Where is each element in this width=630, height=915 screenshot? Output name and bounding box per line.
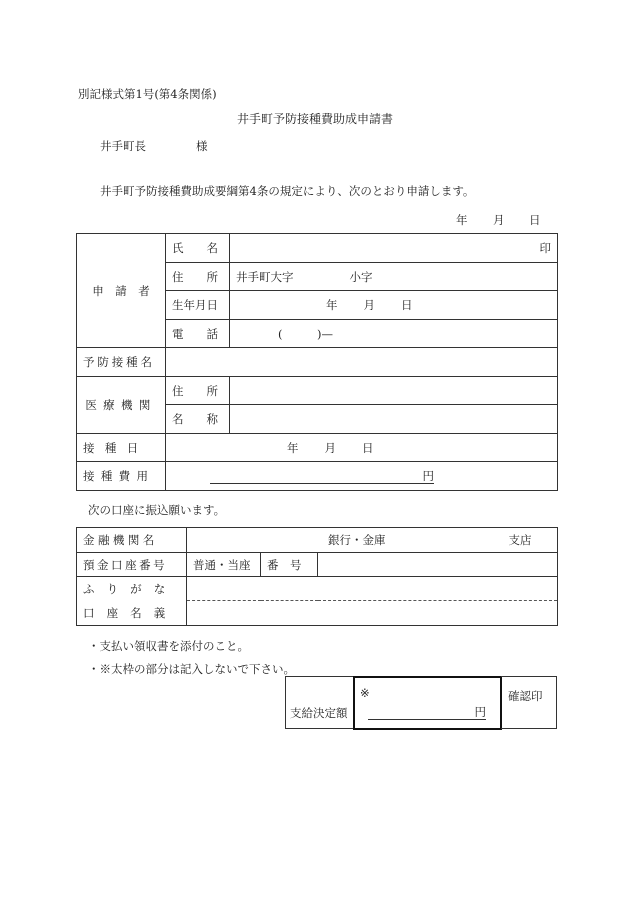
form-number: 別記様式第1号(第4条関係) [78, 87, 217, 101]
decision-label-cell [285, 676, 354, 729]
note-receipt: ・支払い領収書を添付のこと。 [88, 639, 249, 653]
name-field[interactable] [230, 234, 558, 263]
phone-label: 電 話 [166, 320, 230, 348]
vacc-cost-label: 接種費用 [77, 462, 166, 491]
document-title: 井手町予防接種費助成申請書 [237, 112, 394, 126]
furigana-field[interactable] [187, 577, 558, 601]
no-entry-mark: ※ [360, 686, 370, 700]
clinic-label: 医療機関 [77, 377, 166, 434]
date-day: 日 [529, 213, 541, 227]
address-koaza: 小字 [349, 269, 373, 284]
applicant-label: 申 請 者 [77, 234, 166, 348]
account-number-field[interactable] [318, 553, 558, 577]
intro-text: 井手町予防接種費助成要綱第4条の規定により、次のとおり申請します。 [100, 184, 475, 198]
vaccine-name-label: 予防接種名 [77, 348, 166, 377]
decision-amount-box [353, 676, 502, 730]
birthdate-field[interactable] [230, 291, 558, 320]
date-year: 年 [456, 213, 468, 227]
clinic-name-field[interactable] [230, 405, 558, 434]
bank-branch: 支店 [508, 533, 532, 547]
birth-month: 月 [363, 298, 375, 312]
account-number-label: 預金口座番号 [77, 553, 187, 577]
vacc-day: 日 [362, 440, 374, 455]
address-label: 住 所 [166, 263, 230, 291]
vacc-date-label: 接種日 [77, 434, 166, 462]
vacc-month: 月 [324, 440, 336, 455]
decision-yen: 円 [474, 705, 486, 719]
birth-year: 年 [326, 298, 338, 312]
furigana-label: ふりがな [77, 577, 187, 601]
vacc-cost-yen: 円 [422, 468, 434, 483]
birth-day: 日 [401, 298, 413, 312]
holder-field[interactable] [187, 601, 558, 626]
account-type[interactable]: 普通・当座 [187, 553, 261, 577]
date-month: 月 [493, 213, 505, 227]
vacc-year: 年 [287, 440, 299, 455]
vacc-date-field[interactable] [166, 434, 558, 462]
decision-amount-line [368, 705, 486, 720]
birthdate-label: 生年月日 [166, 291, 230, 320]
address-field[interactable] [230, 263, 558, 291]
phone-format: ( )— [278, 326, 333, 341]
name-label: 氏 名 [166, 234, 230, 263]
confirm-seal-cell [501, 676, 557, 729]
clinic-address-field[interactable] [230, 377, 558, 405]
holder-label: 口座名義 [77, 601, 187, 626]
addressee-honorific: 様 [196, 139, 208, 153]
decision-label: 支給決定額 [290, 706, 348, 720]
note-thick-frame: ・※太枠の部分は記入しないで下さい。 [88, 662, 295, 676]
bank-institution-field[interactable] [187, 528, 558, 553]
bank-type: 銀行・金庫 [328, 533, 386, 547]
bank-intro: 次の口座に振込願います。 [88, 503, 226, 517]
clinic-name-label: 名 称 [166, 405, 230, 434]
vaccine-name-field[interactable] [166, 348, 558, 377]
confirm-seal-label: 確認印 [508, 689, 543, 703]
bank-table [76, 527, 558, 626]
address-oaza: 井手町大字 [236, 269, 294, 284]
bank-institution-label: 金融機関名 [77, 528, 187, 553]
phone-field[interactable] [230, 320, 558, 348]
vacc-cost-field[interactable] [166, 462, 558, 491]
number-label: 番 号 [261, 553, 318, 577]
seal-mark: 印 [539, 241, 551, 255]
clinic-address-label: 住 所 [166, 377, 230, 405]
addressee: 井手町長 [100, 139, 146, 153]
application-table [76, 233, 558, 491]
